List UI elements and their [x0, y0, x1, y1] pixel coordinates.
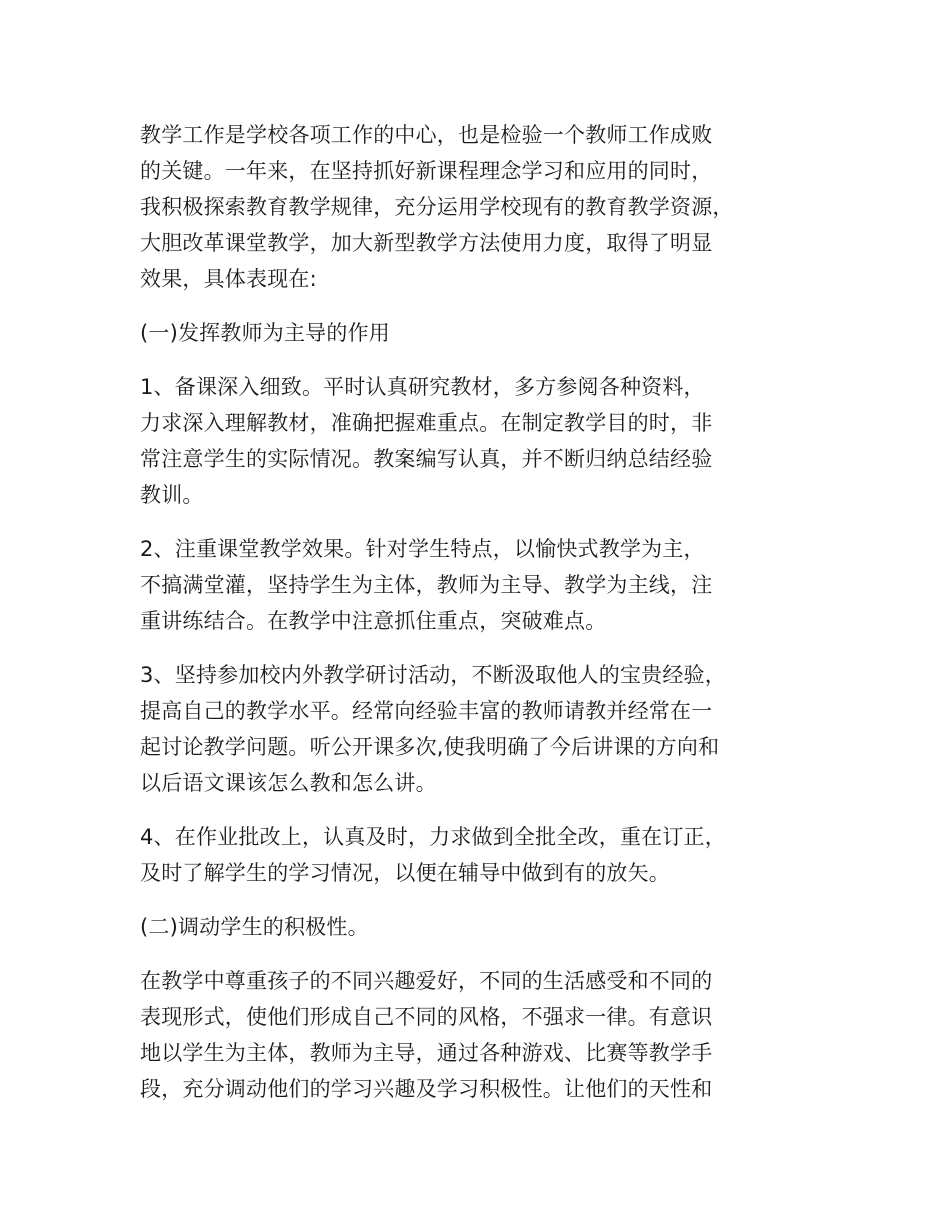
text-line: 及时了解学生的学习情况，以便在辅导中做到有的放矢。 [140, 861, 670, 885]
text-line: 效果，具体表现在: [140, 267, 317, 291]
text-line: 教训。 [140, 483, 204, 507]
intro-paragraph [140, 117, 808, 297]
heading-text: (二)调动学生的积极性。 [140, 915, 369, 939]
text-line: 以后语文课该怎么教和怎么讲。 [140, 771, 437, 795]
text-line: 的关键。一年来，在坚持抓好新课程理念学习和应用的同时， [140, 159, 713, 183]
text-line: 在教学中尊重孩子的不同兴趣爱好，不同的生活感受和不同的 [140, 969, 713, 993]
text-line: 3、坚持参加校内外教学研讨活动，不断汲取他人的宝贵经验， [140, 663, 726, 687]
text-line: 段，充分调动他们的学习兴趣及学习积极性。让他们的天性和 [140, 1077, 713, 1101]
text-line: 不搞满堂灌，坚持学生为主体，教师为主导、教学为主线，注 [140, 573, 713, 597]
text-line: 4、在作业批改上，认真及时，力求做到全批全改，重在订正， [140, 825, 726, 849]
item-paragraph-4 [140, 819, 808, 891]
text-line: 常注意学生的实际情况。教案编写认真，并不断归纳总结经验 [140, 447, 713, 471]
item-paragraph-1 [140, 369, 808, 513]
text-line: 力求深入理解教材，准确把握难重点。在制定教学目的时，非 [140, 411, 713, 435]
closing-paragraph [140, 963, 808, 1107]
item-paragraph-3 [140, 657, 808, 801]
text-line: 表现形式，使他们形成自己不同的风格，不强求一律。有意识 [140, 1005, 713, 1029]
section-heading-2 [140, 909, 808, 945]
document-body [140, 117, 808, 1125]
text-line: 大胆改革课堂教学，加大新型教学方法使用力度，取得了明显 [140, 231, 713, 255]
text-line: 教学工作是学校各项工作的中心，也是检验一个教师工作成败 [140, 123, 713, 147]
text-line: 提高自己的教学水平。经常向经验丰富的教师请教并经常在一 [140, 699, 713, 723]
text-line: 我积极探索教育教学规律，充分运用学校现有的教育教学资源， [140, 195, 734, 219]
text-line: 1、备课深入细致。平时认真研究教材，多方参阅各种资料， [140, 375, 705, 399]
text-line: 2、注重课堂教学效果。针对学生特点，以愉快式教学为主， [140, 537, 705, 561]
text-line: 起讨论教学问题。听公开课多次,使我明确了今后讲课的方向和 [140, 735, 720, 759]
item-paragraph-2 [140, 531, 808, 639]
heading-text: (一)发挥教师为主导的作用 [140, 321, 390, 345]
section-heading-1 [140, 315, 808, 351]
text-line: 地以学生为主体，教师为主导，通过各种游戏、比赛等教学手 [140, 1041, 713, 1065]
text-line: 重讲练结合。在教学中注意抓住重点，突破难点。 [140, 609, 607, 633]
